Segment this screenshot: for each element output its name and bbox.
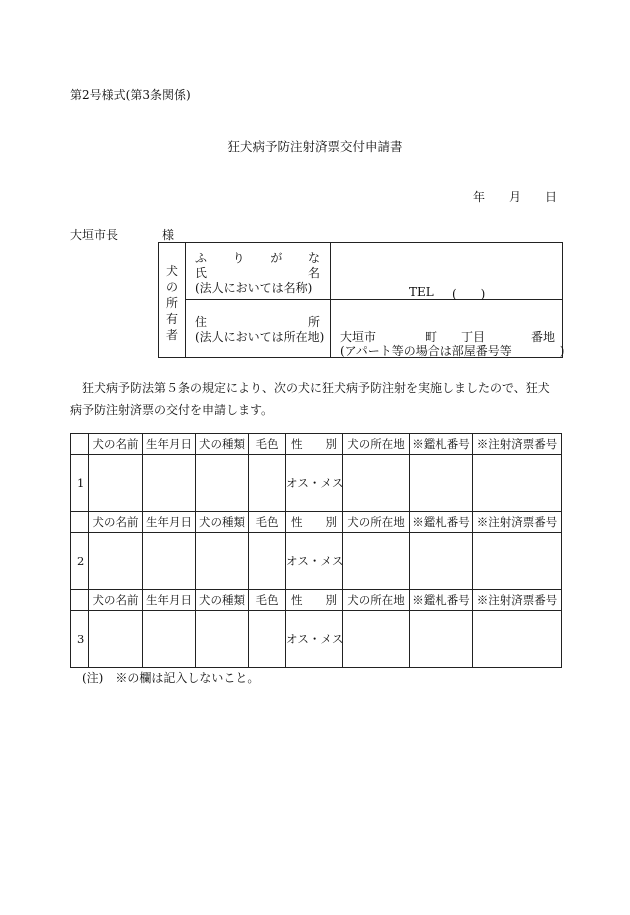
header-vaccination-tag-number: ※注射済票番号	[473, 512, 562, 533]
form-code: 第2号様式(第3条関係)	[70, 88, 191, 102]
birth-date-field[interactable]	[143, 611, 196, 668]
header-blank-cell	[71, 512, 89, 533]
header-coat-color: 毛色	[249, 512, 286, 533]
address-apartment-note: (アパート等の場合は部屋番号等 )	[340, 344, 565, 358]
header-breed: 犬の種類	[196, 590, 249, 611]
dog-name-field[interactable]	[89, 611, 143, 668]
vaccination-tag-field	[473, 455, 562, 512]
document-title: 狂犬病予防注射済票交付申請書	[227, 139, 403, 154]
sex-field[interactable]: オス・メス	[286, 611, 343, 668]
dog-row	[71, 455, 562, 512]
birth-date-field[interactable]	[143, 455, 196, 512]
breed-field[interactable]	[196, 611, 249, 668]
header-license-number: ※鑑札番号	[410, 590, 473, 611]
header-blank-cell	[71, 590, 89, 611]
birth-date-field[interactable]	[143, 533, 196, 590]
coat-color-field[interactable]	[249, 533, 286, 590]
header-dog-name: 犬の名前	[89, 590, 143, 611]
row-number: 2	[71, 533, 89, 590]
address-note: (法人においては所在地)	[195, 330, 325, 344]
furigana-label: ふ り が な	[195, 251, 320, 265]
date-month-label: 月	[509, 190, 522, 204]
owner-table	[158, 242, 563, 358]
address-label-cell	[185, 300, 330, 357]
header-breed: 犬の種類	[196, 434, 249, 455]
header-location: 犬の所在地	[343, 590, 410, 611]
name-label-cell	[185, 243, 330, 300]
addressee: 大垣市長	[70, 228, 119, 242]
header-coat-color: 毛色	[249, 434, 286, 455]
license-number-field	[410, 455, 473, 512]
address-town: 町	[425, 330, 438, 344]
header-dog-name: 犬の名前	[89, 512, 143, 533]
name-value-field[interactable]	[331, 243, 562, 300]
row-number: 3	[71, 611, 89, 668]
name-label: 氏 名	[195, 266, 320, 280]
header-birth-date: 生年月日	[143, 434, 196, 455]
dog-row	[71, 611, 562, 668]
address-banchi: 番地	[531, 330, 556, 344]
header-vaccination-tag-number: ※注射済票番号	[473, 434, 562, 455]
dog-header-row	[71, 434, 562, 455]
name-note: (法人においては名称)	[195, 281, 313, 295]
header-sex: 性 別	[286, 512, 343, 533]
owner-vertical-label-cell	[159, 243, 186, 357]
dog-name-field[interactable]	[89, 455, 143, 512]
header-coat-color: 毛色	[249, 590, 286, 611]
dog-header-row	[71, 590, 562, 611]
address-chome: 丁目	[461, 330, 486, 344]
date-day-label: 日	[545, 190, 558, 204]
owner-vertical-label: 犬 の 所 有 者	[166, 264, 179, 342]
row-number: 1	[71, 455, 89, 512]
header-vaccination-tag-number: ※注射済票番号	[473, 590, 562, 611]
coat-color-field[interactable]	[249, 611, 286, 668]
breed-field[interactable]	[196, 533, 249, 590]
date-year-label: 年	[473, 190, 486, 204]
dog-row	[71, 533, 562, 590]
header-sex: 性 別	[286, 434, 343, 455]
vaccination-tag-field	[473, 533, 562, 590]
coat-color-field[interactable]	[249, 455, 286, 512]
footnote: (注) ※の欄は記入しないこと。	[82, 671, 260, 685]
vaccination-tag-field	[473, 611, 562, 668]
header-sex: 性 別	[286, 590, 343, 611]
dog-header-row	[71, 512, 562, 533]
header-license-number: ※鑑札番号	[410, 512, 473, 533]
address-value-field[interactable]	[331, 300, 565, 358]
header-location: 犬の所在地	[343, 512, 410, 533]
tel-label: TEL	[409, 285, 434, 299]
tel-field[interactable]: ( )	[452, 287, 486, 301]
dog-table	[70, 433, 562, 668]
header-birth-date: 生年月日	[143, 590, 196, 611]
honorific: 様	[162, 228, 175, 242]
address-label: 住 所	[195, 315, 320, 329]
address-city: 大垣市	[340, 330, 377, 344]
header-license-number: ※鑑札番号	[410, 434, 473, 455]
sex-field[interactable]: オス・メス	[286, 533, 343, 590]
location-field[interactable]	[343, 533, 410, 590]
header-breed: 犬の種類	[196, 512, 249, 533]
header-birth-date: 生年月日	[143, 512, 196, 533]
header-dog-name: 犬の名前	[89, 434, 143, 455]
license-number-field	[410, 533, 473, 590]
header-location: 犬の所在地	[343, 434, 410, 455]
breed-field[interactable]	[196, 455, 249, 512]
sex-field[interactable]: オス・メス	[286, 455, 343, 512]
location-field[interactable]	[343, 455, 410, 512]
application-statement: 狂犬病予防法第５条の規定により、次の犬に狂犬病予防注射を実施しましたので、狂犬病予防注射済票の交付を申請します。	[70, 381, 550, 417]
location-field[interactable]	[343, 611, 410, 668]
license-number-field	[410, 611, 473, 668]
dog-name-field[interactable]	[89, 533, 143, 590]
header-blank-cell	[71, 434, 89, 455]
